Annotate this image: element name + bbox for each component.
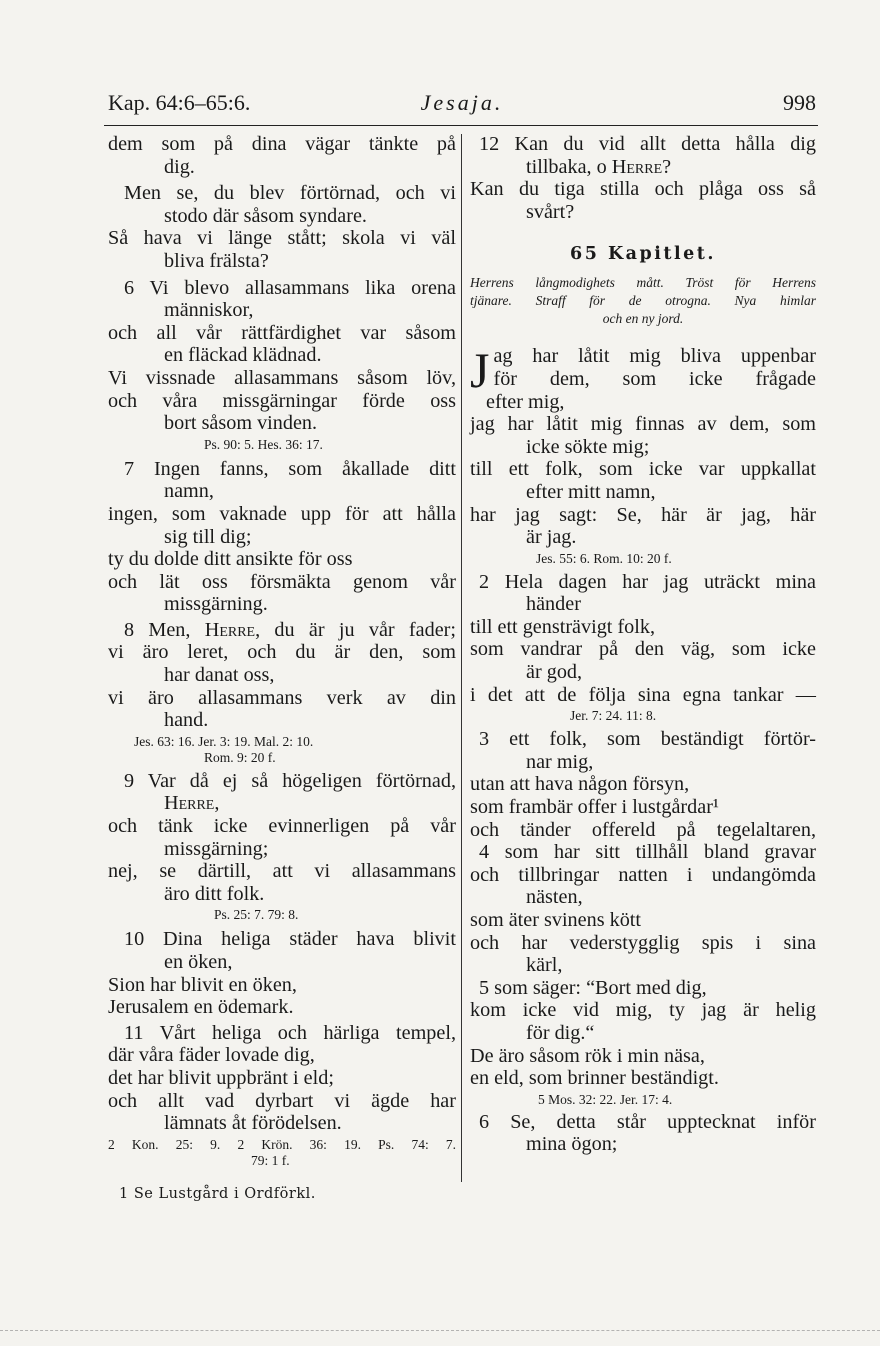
verse-line: som äter svinens kött	[470, 909, 642, 932]
verse-text: tillbaka, o	[526, 155, 612, 178]
footnote: 1 Se Lustgård i Ordförkl.	[119, 1186, 316, 1202]
verse-line: ty du dolde ditt ansikte för oss	[108, 548, 353, 571]
verse-line: i det att de följa sina egna tankar —	[470, 683, 816, 706]
verse-text: ?	[662, 155, 672, 178]
verse-10-start: 10 Dina heliga städer hava blivit	[124, 928, 456, 951]
verse-9-start: 9 Var då ej så högeligen förtörnad,	[124, 769, 456, 792]
running-head	[108, 90, 816, 120]
verse-line: ingen, som vaknade upp för att hålla	[108, 502, 456, 525]
verse-line: har danat oss,	[164, 664, 275, 687]
verse-line: har jag sagt: Se, här är jag, här	[470, 503, 816, 526]
verse-line: Så hava vi länge stått; skola vi väl	[108, 227, 456, 250]
verse-line: bort såsom vinden.	[164, 412, 318, 435]
verse-line: kärl,	[526, 954, 563, 977]
verse-line: icke sökte mig;	[526, 435, 650, 458]
verse-line: Kan du tiga stilla och plåga oss så	[470, 178, 816, 201]
divine-name: Herre	[204, 618, 256, 641]
verse-line: och tillbringar natten i undangömda	[470, 863, 816, 886]
summary-line: och en ny jord.	[602, 310, 684, 326]
cross-reference: Jes. 63: 16. Jer. 3: 19. Mal. 2: 10.	[134, 733, 314, 749]
verse-4-start: 4 som har sitt tillhåll bland gravar	[479, 841, 816, 864]
cross-reference: 5 Mos. 32: 22. Jer. 17: 4.	[538, 1091, 673, 1107]
verse-5-start: 5 som säger: “Bort med dig,	[479, 976, 707, 999]
cross-reference: Ps. 90: 5. Hes. 36: 17.	[204, 436, 323, 452]
divine-name: Herre	[611, 155, 663, 178]
verse-text: , du är ju vår fader;	[255, 618, 456, 641]
verse-line: det har blivit uppbränt i eld;	[108, 1066, 334, 1089]
scan-edge-line	[0, 1330, 880, 1331]
verse-line: sig till dig;	[164, 525, 252, 548]
verse-line: för dig.“	[526, 1021, 595, 1044]
drop-cap: J	[470, 342, 490, 399]
cross-reference: Jer. 7: 24. 11: 8.	[570, 708, 657, 724]
verse-line: stodo där såsom syndare.	[164, 204, 367, 227]
verse-line: där våra fäder lovade dig,	[108, 1044, 315, 1067]
cross-reference: Rom. 9: 20 f.	[204, 749, 276, 765]
verse-line: namn,	[164, 480, 214, 503]
verse-line: och tänder offereld på tegelaltaren,	[470, 818, 816, 841]
cross-reference: Jes. 55: 6. Rom. 10: 20 f.	[536, 550, 672, 566]
book-title: Jesaja.	[420, 90, 504, 115]
verse-line: missgärning.	[164, 593, 268, 616]
verse-line: ag har låtit mig bliva uppenbar	[493, 345, 816, 368]
verse-2-start: 2 Hela dagen har jag uträckt mina	[479, 570, 816, 593]
verse-line: och har vederstygglig spis i sina	[470, 931, 816, 954]
column-divider	[461, 134, 462, 1182]
chapter-verse-range: Kap. 64:6–65:6.	[108, 90, 251, 115]
verse-line: en eld, som brinner beständigt.	[470, 1067, 719, 1090]
verse-line: hand.	[164, 709, 209, 732]
verse-line: dig.	[164, 155, 195, 178]
verse-line: och all vår rättfärdighet var såsom	[108, 321, 456, 344]
verse-line: missgärning;	[164, 837, 269, 860]
verse-line: vi äro allasammans verk av din	[108, 686, 456, 709]
verse-line: Sion har blivit en öken,	[108, 973, 297, 996]
chapter-heading: 65 Kapitlet.	[570, 244, 716, 265]
verse-line: nästen,	[526, 886, 583, 909]
verse-line: kom icke vid mig, ty jag är helig	[470, 999, 816, 1022]
verse-line: vi äro leret, och du är den, som	[108, 641, 456, 664]
verse-line: är jag.	[526, 526, 577, 549]
verse-line: jag har låtit mig finnas av dem, som	[470, 413, 816, 436]
header-rule	[104, 125, 818, 126]
verse-line: svårt?	[526, 200, 575, 223]
verse-line: mina ögon;	[526, 1133, 618, 1156]
verse-line: äro ditt folk.	[164, 882, 265, 905]
verse-line: som vandrar på den väg, som icke	[470, 638, 816, 661]
verse-line: dem som på dina vägar tänkte på	[108, 133, 456, 155]
verse-line: lämnats åt förödelsen.	[164, 1112, 342, 1135]
chapter-summary	[470, 274, 816, 327]
verse-line: efter mig,	[486, 390, 565, 413]
summary-line: Herrens långmodighets mått. Tröst för Herrens	[470, 274, 816, 290]
verse-line	[470, 156, 816, 179]
verse-line: för dem, som icke frågade	[493, 367, 816, 390]
verse-line: en fläckad klädnad.	[164, 344, 322, 367]
verse-text: ,	[214, 792, 220, 815]
verse-line: Men se, du blev förtörnad, och vi	[124, 182, 456, 205]
verse-line: utan att hava någon försyn,	[470, 773, 690, 796]
verse-line: händer	[526, 593, 581, 616]
verse-8-start	[108, 619, 456, 642]
right-column	[470, 133, 816, 1156]
cross-reference: 2 Kon. 25: 9. 2 Krön. 36: 19. Ps. 74: 7.	[108, 1136, 456, 1152]
verse-line: Jerusalem en ödemark.	[108, 996, 294, 1019]
verse-1-block	[470, 342, 816, 413]
verse-6-start: 6 Vi blevo allasammans lika orena	[124, 276, 456, 299]
verse-line: och våra missgärningar förde oss	[108, 389, 456, 412]
verse-line: efter mitt namn,	[526, 480, 656, 503]
summary-line: tjänare. Straff för de otrogna. Nya himlar	[470, 292, 816, 308]
verse-line	[108, 792, 456, 815]
cross-reference: 79: 1 f.	[251, 1152, 290, 1168]
cross-reference: Ps. 25: 7. 79: 8.	[214, 907, 299, 923]
verse-7-start: 7 Ingen fanns, som åkallade ditt	[124, 457, 456, 480]
verse-line: och tänk icke evinnerligen på vår	[108, 815, 456, 838]
verse-line: Vi vissnade allasammans såsom löv,	[108, 366, 456, 389]
left-column	[108, 133, 456, 1170]
verse-line: en öken,	[164, 951, 233, 973]
verse-line: nej, se därtill, att vi allasammans	[108, 860, 456, 883]
verse-line: De äro såsom rök i min näsa,	[470, 1044, 705, 1067]
verse-line: bliva frälsta?	[164, 249, 269, 272]
verse-line: nar mig,	[526, 750, 594, 773]
page-number: 998	[783, 90, 816, 115]
divine-name: Herre	[164, 792, 215, 815]
verse-line: och allt vad dyrbart vi ägde har	[108, 1089, 456, 1112]
verse-line: människor,	[164, 299, 254, 322]
verse-line: och lät oss försmäkta genom vår	[108, 570, 456, 593]
verse-12-start: 12 Kan du vid allt detta hålla dig	[479, 133, 816, 155]
verse-text: 8 Men,	[124, 618, 205, 641]
verse-3-start: 3 ett folk, som beständigt förtör-	[479, 728, 816, 751]
verse-line: till ett gensträvigt folk,	[470, 615, 656, 638]
verse-6-start: 6 Se, detta står upptecknat inför	[479, 1110, 816, 1133]
verse-11-start: 11 Vårt heliga och härliga tempel,	[124, 1021, 456, 1044]
verse-line: till ett folk, som icke var uppkallat	[470, 458, 816, 481]
verse-line: som frambär offer i lustgårdar¹	[470, 796, 719, 819]
verse-line: är god,	[526, 661, 583, 684]
